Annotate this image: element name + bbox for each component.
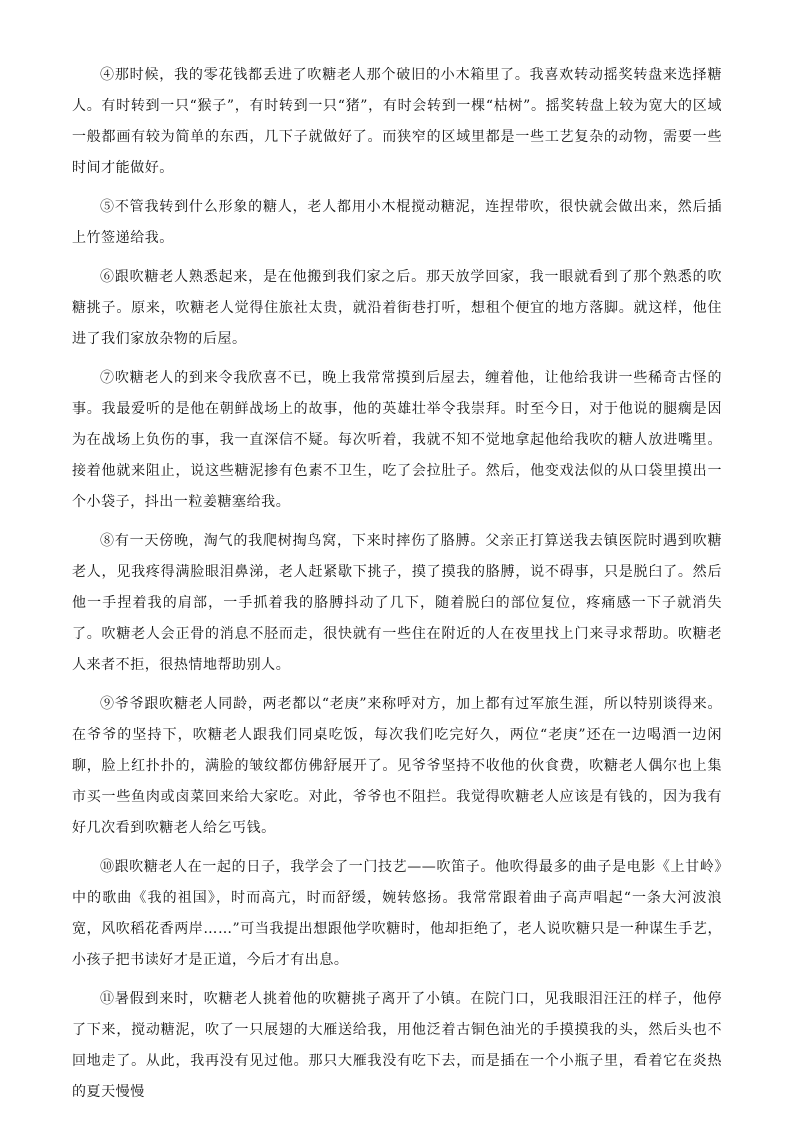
paragraph-4: ④那时候，我的零花钱都丢进了吹糖老人那个破旧的小木箱里了。我喜欢转动摇奖转盘来选择糖人。有时转到一只“猴子”，有时转到一只“猪”，有时会转到一棵“枯树”。摇奖转盘上较为宽大的区域一般都画有较为简单的东西，几下子就做好了。而狭窄的区域里都是一些工艺复杂的动物，需要一些时间才能做好。 <box>72 67 722 176</box>
document-page <box>72 60 722 1116</box>
paragraph-10: ⑩跟吹糖老人在一起的日子，我学会了一门技艺——吹笛子。他吹得最多的曲子是电影《上甘岭》中的歌曲《我的祖国》，时而高亢，时而舒缓，婉转悠扬。我常常跟着曲子高声唱起“一条大河波浪宽，风吹稻花香两岸……”可当我提出想跟他学吹糖时，他却拒绝了，老人说吹糖只是一种谋生手艺，小孩子把书读好才是正道，今后才有出息。 <box>72 859 722 968</box>
paragraph-9: ⑨爷爷跟吹糖老人同龄，两老都以“老庚”来称呼对方，加上都有过军旅生涯，所以特别谈得来。在爷爷的坚持下，吹糖老人跟我们同桌吃饭，每次我们吃完好久，两位“老庚”还在一边喝酒一边闲聊，脸上红扑扑的，满脸的皱纹都仿佛舒展开了。见爷爷坚持不收他的伙食费，吹糖老人偶尔也上集市买一些鱼肉或卤菜回来给大家吃。对此，爷爷也不阻拦。我觉得吹糖老人应该是有钱的，因为我有好几次看到吹糖老人给乞丐钱。 <box>72 696 722 836</box>
paragraph-6: ⑥跟吹糖老人熟悉起来，是在他搬到我们家之后。那天放学回家，我一眼就看到了那个熟悉的吹糖挑子。原来，吹糖老人觉得住旅社太贵，就沿着街巷打听，想租个便宜的地方落脚。就这样，他住进了我们家放杂物的后屋。 <box>72 269 722 347</box>
paragraph-7: ⑦吹糖老人的到来令我欣喜不已，晚上我常常摸到后屋去，缠着他，让他给我讲一些稀奇古怪的事。我最爱听的是他在朝鲜战场上的故事，他的英雄壮举令我崇拜。时至今日，对于他说的腿瘸是因为在战场上负伤的事，我一直深信不疑。每次听着，我就不知不觉地拿起他给我吹的糖人放进嘴里。接着他就来阻止，说这些糖泥掺有色素不卫生，吃了会拉肚子。然后，他变戏法似的从口袋里摸出一个小袋子，抖出一粒姜糖塞给我。 <box>72 370 722 510</box>
paragraph-5: ⑤不管我转到什么形象的糖人，老人都用小木棍搅动糖泥，连捏带吹，很快就会做出来，然后插上竹签递给我。 <box>72 199 722 246</box>
paragraph-8: ⑧有一天傍晚，淘气的我爬树掏鸟窝，下来时摔伤了胳膊。父亲正打算送我去镇医院时遇到吹糖老人，见我疼得满脸眼泪鼻涕，老人赶紧歇下挑子，摸了摸我的胳膊，说不碍事，只是脱臼了。然后他一手捏着我的肩部，一手抓着我的胳膊抖动了几下，随着脱臼的部位复位，疼痛感一下子就消失了。吹糖老人会正骨的消息不胫而走，很快就有一些住在附近的人在夜里找上门来寻求帮助。吹糖老人来者不拒，很热情地帮助别人。 <box>72 533 722 673</box>
paragraph-11: ⑪暑假到来时，吹糖老人挑着他的吹糖挑子离开了小镇。在院门口，见我眼泪汪汪的样子，他停了下来，搅动糖泥，吹了一只展翅的大雁送给我，用他泛着古铜色油光的手摸摸我的头，然后头也不回地走了。从此，我再没有见过他。那只大雁我没有吃下去，而是插在一个小瓶子里，看着它在炎热的夏天慢慢 <box>72 991 722 1100</box>
